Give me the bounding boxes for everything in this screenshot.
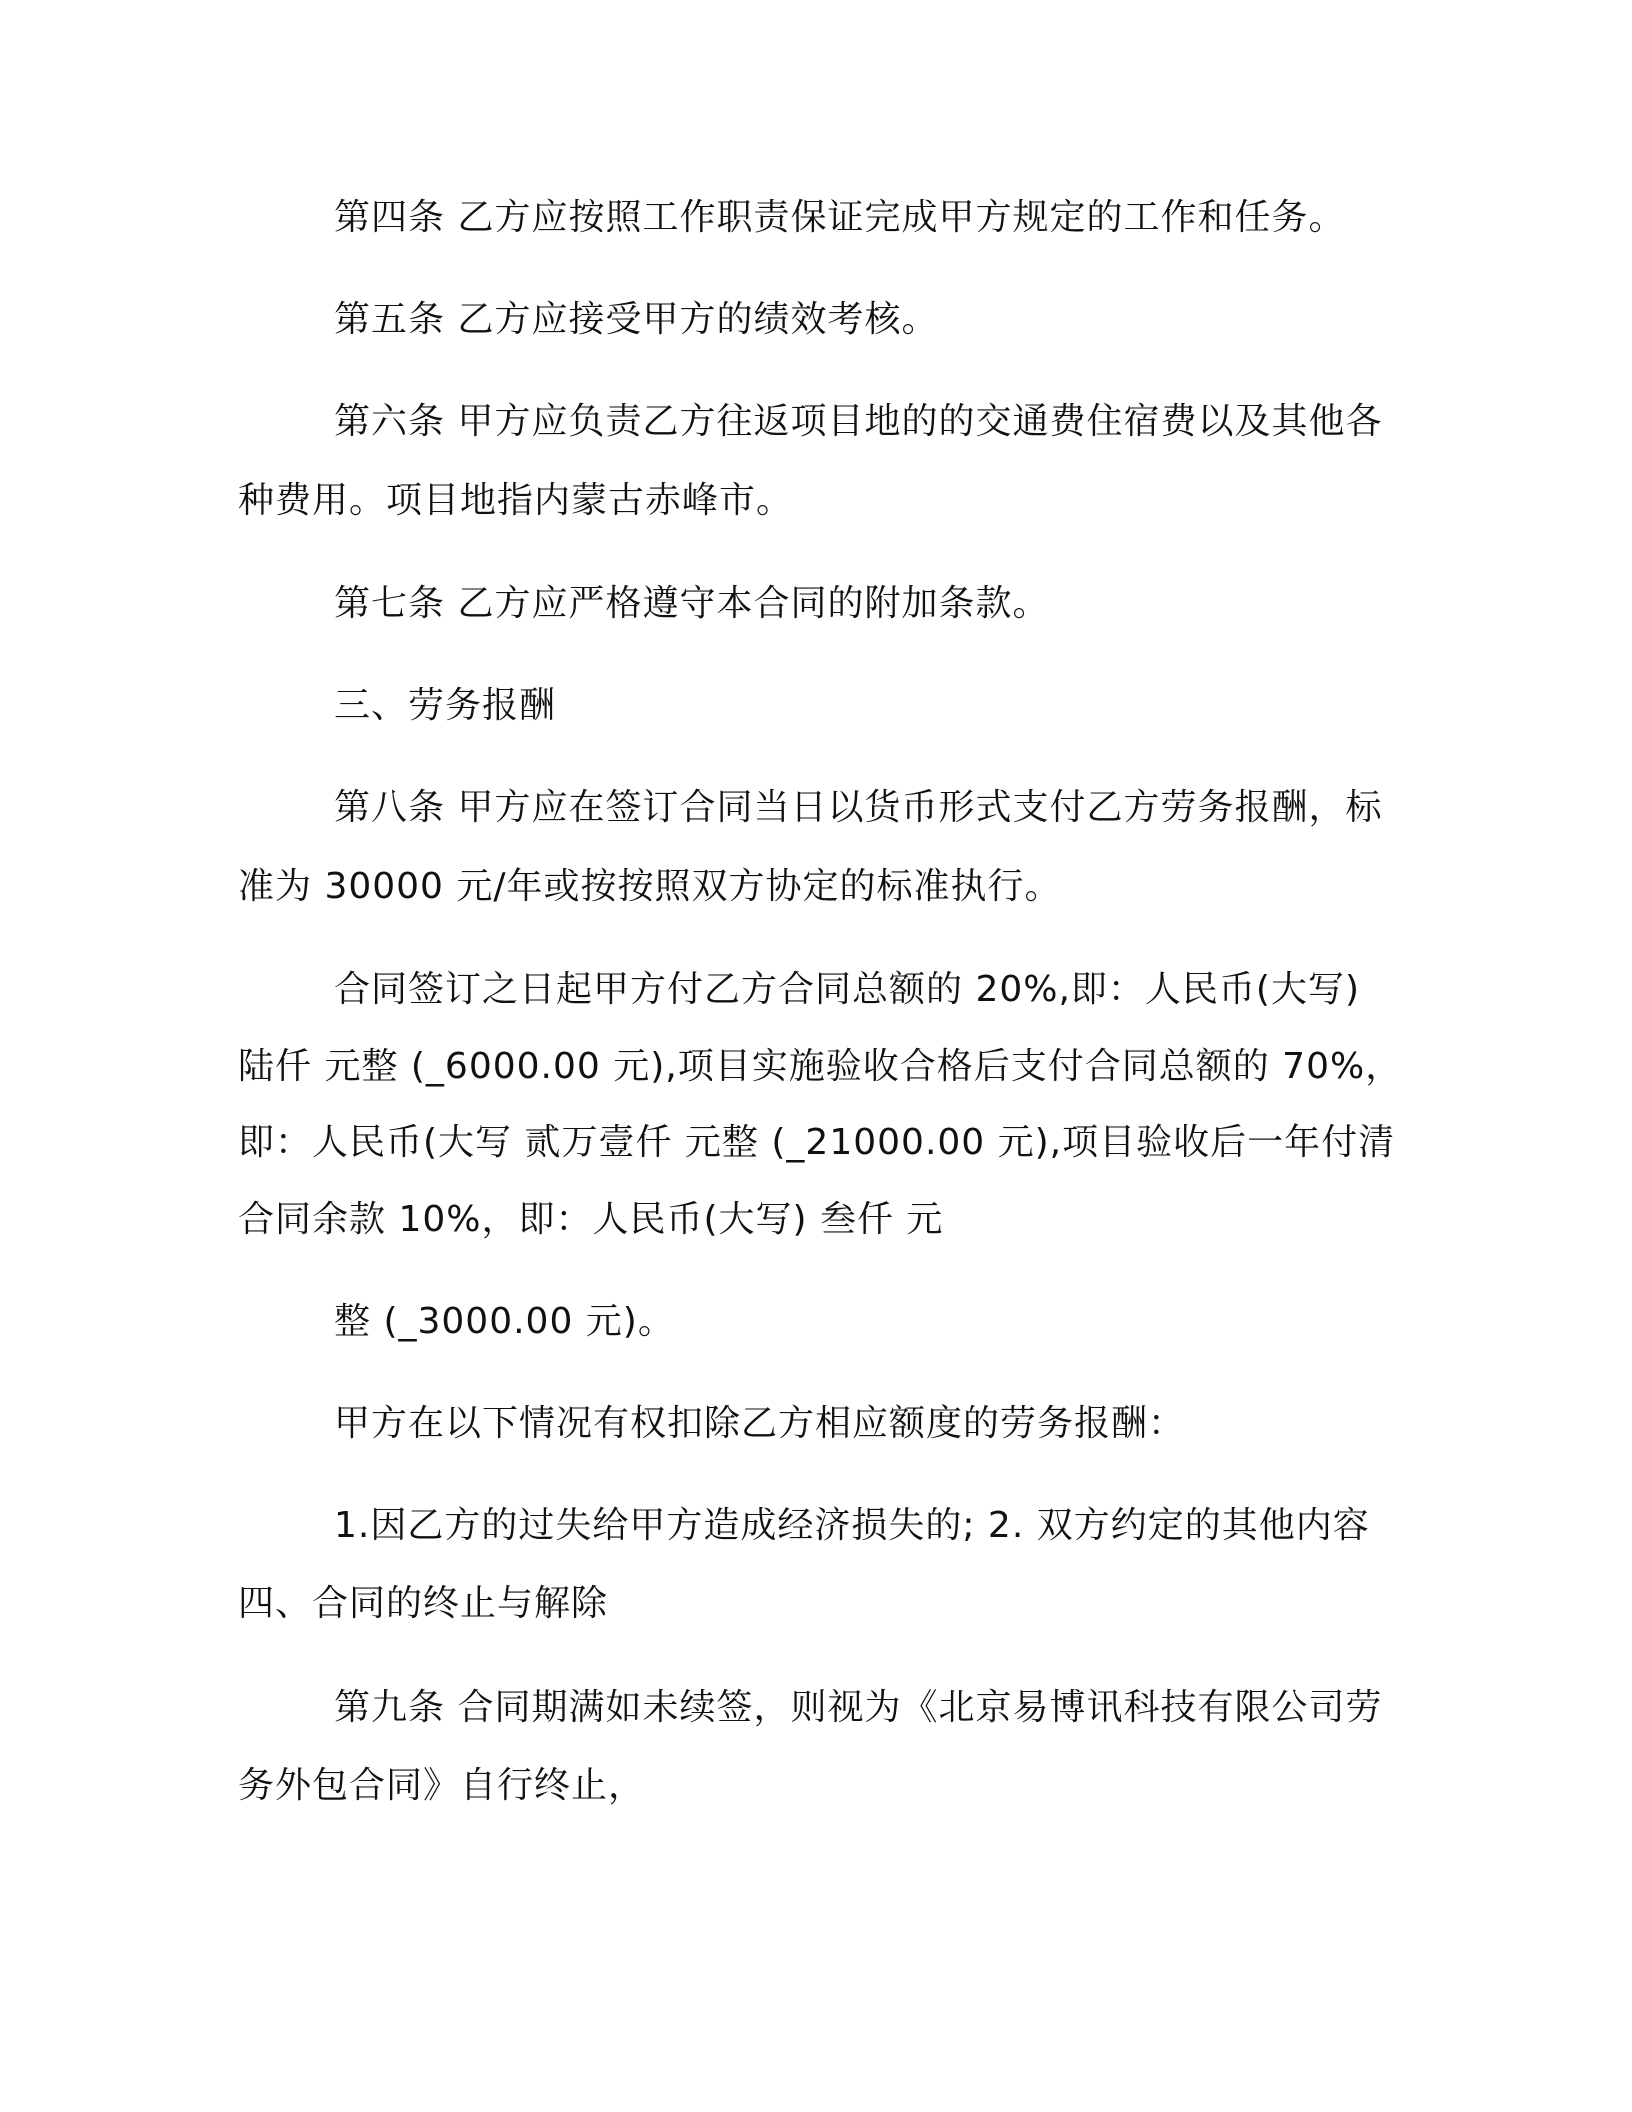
section-4-heading: 四、合同的终止与解除 [238, 1583, 609, 1624]
article-7-line: 第七条 乙方应严格遵守本合同的附加条款。 [334, 583, 1050, 624]
payment-line-1: 合同签订之日起甲方付乙方合同总额的 20%,即：人民币(大写) [334, 969, 1360, 1010]
article-6-line-2: 种费用。项目地指内蒙古赤峰市。 [238, 480, 794, 521]
article-8-line-1: 第八条 甲方应在签订合同当日以货币形式支付乙方劳务报酬，标 [334, 787, 1383, 828]
payment-line-2: 陆仟 元整 (_6000.00 元),项目实施验收合格后支付合同总额的 70%， [238, 1046, 1403, 1087]
article-6-line-1: 第六条 甲方应负责乙方往返项目地的的交通费住宿费以及其他各 [334, 401, 1383, 442]
article-9-line-1: 第九条 合同期满如未续签，则视为《北京易博讯科技有限公司劳 [334, 1687, 1383, 1728]
section-3-heading: 三、劳务报酬 [334, 685, 557, 726]
article-9-line-2: 务外包合同》自行终止， [238, 1765, 646, 1806]
article-5-line: 第五条 乙方应接受甲方的绩效考核。 [334, 299, 939, 340]
payment-line-3: 即：人民币(大写 贰万壹仟 元整 (_21000.00 元),项目验收后一年付清 [238, 1122, 1396, 1163]
deduction-items-line: 1.因乙方的过失给甲方造成经济损失的; 2. 双方约定的其他内容 [334, 1505, 1370, 1546]
payment-line-5: 整 (_3000.00 元)。 [334, 1301, 675, 1342]
deduction-intro-line: 甲方在以下情况有权扣除乙方相应额度的劳务报酬： [334, 1403, 1186, 1444]
article-8-line-2: 准为 30000 元/年或按按照双方协定的标准执行。 [238, 866, 1062, 907]
payment-line-4: 合同余款 10%，即：人民币(大写) 叁仟 元 [238, 1199, 944, 1240]
article-4-line: 第四条 乙方应按照工作职责保证完成甲方规定的工作和任务。 [334, 197, 1346, 238]
